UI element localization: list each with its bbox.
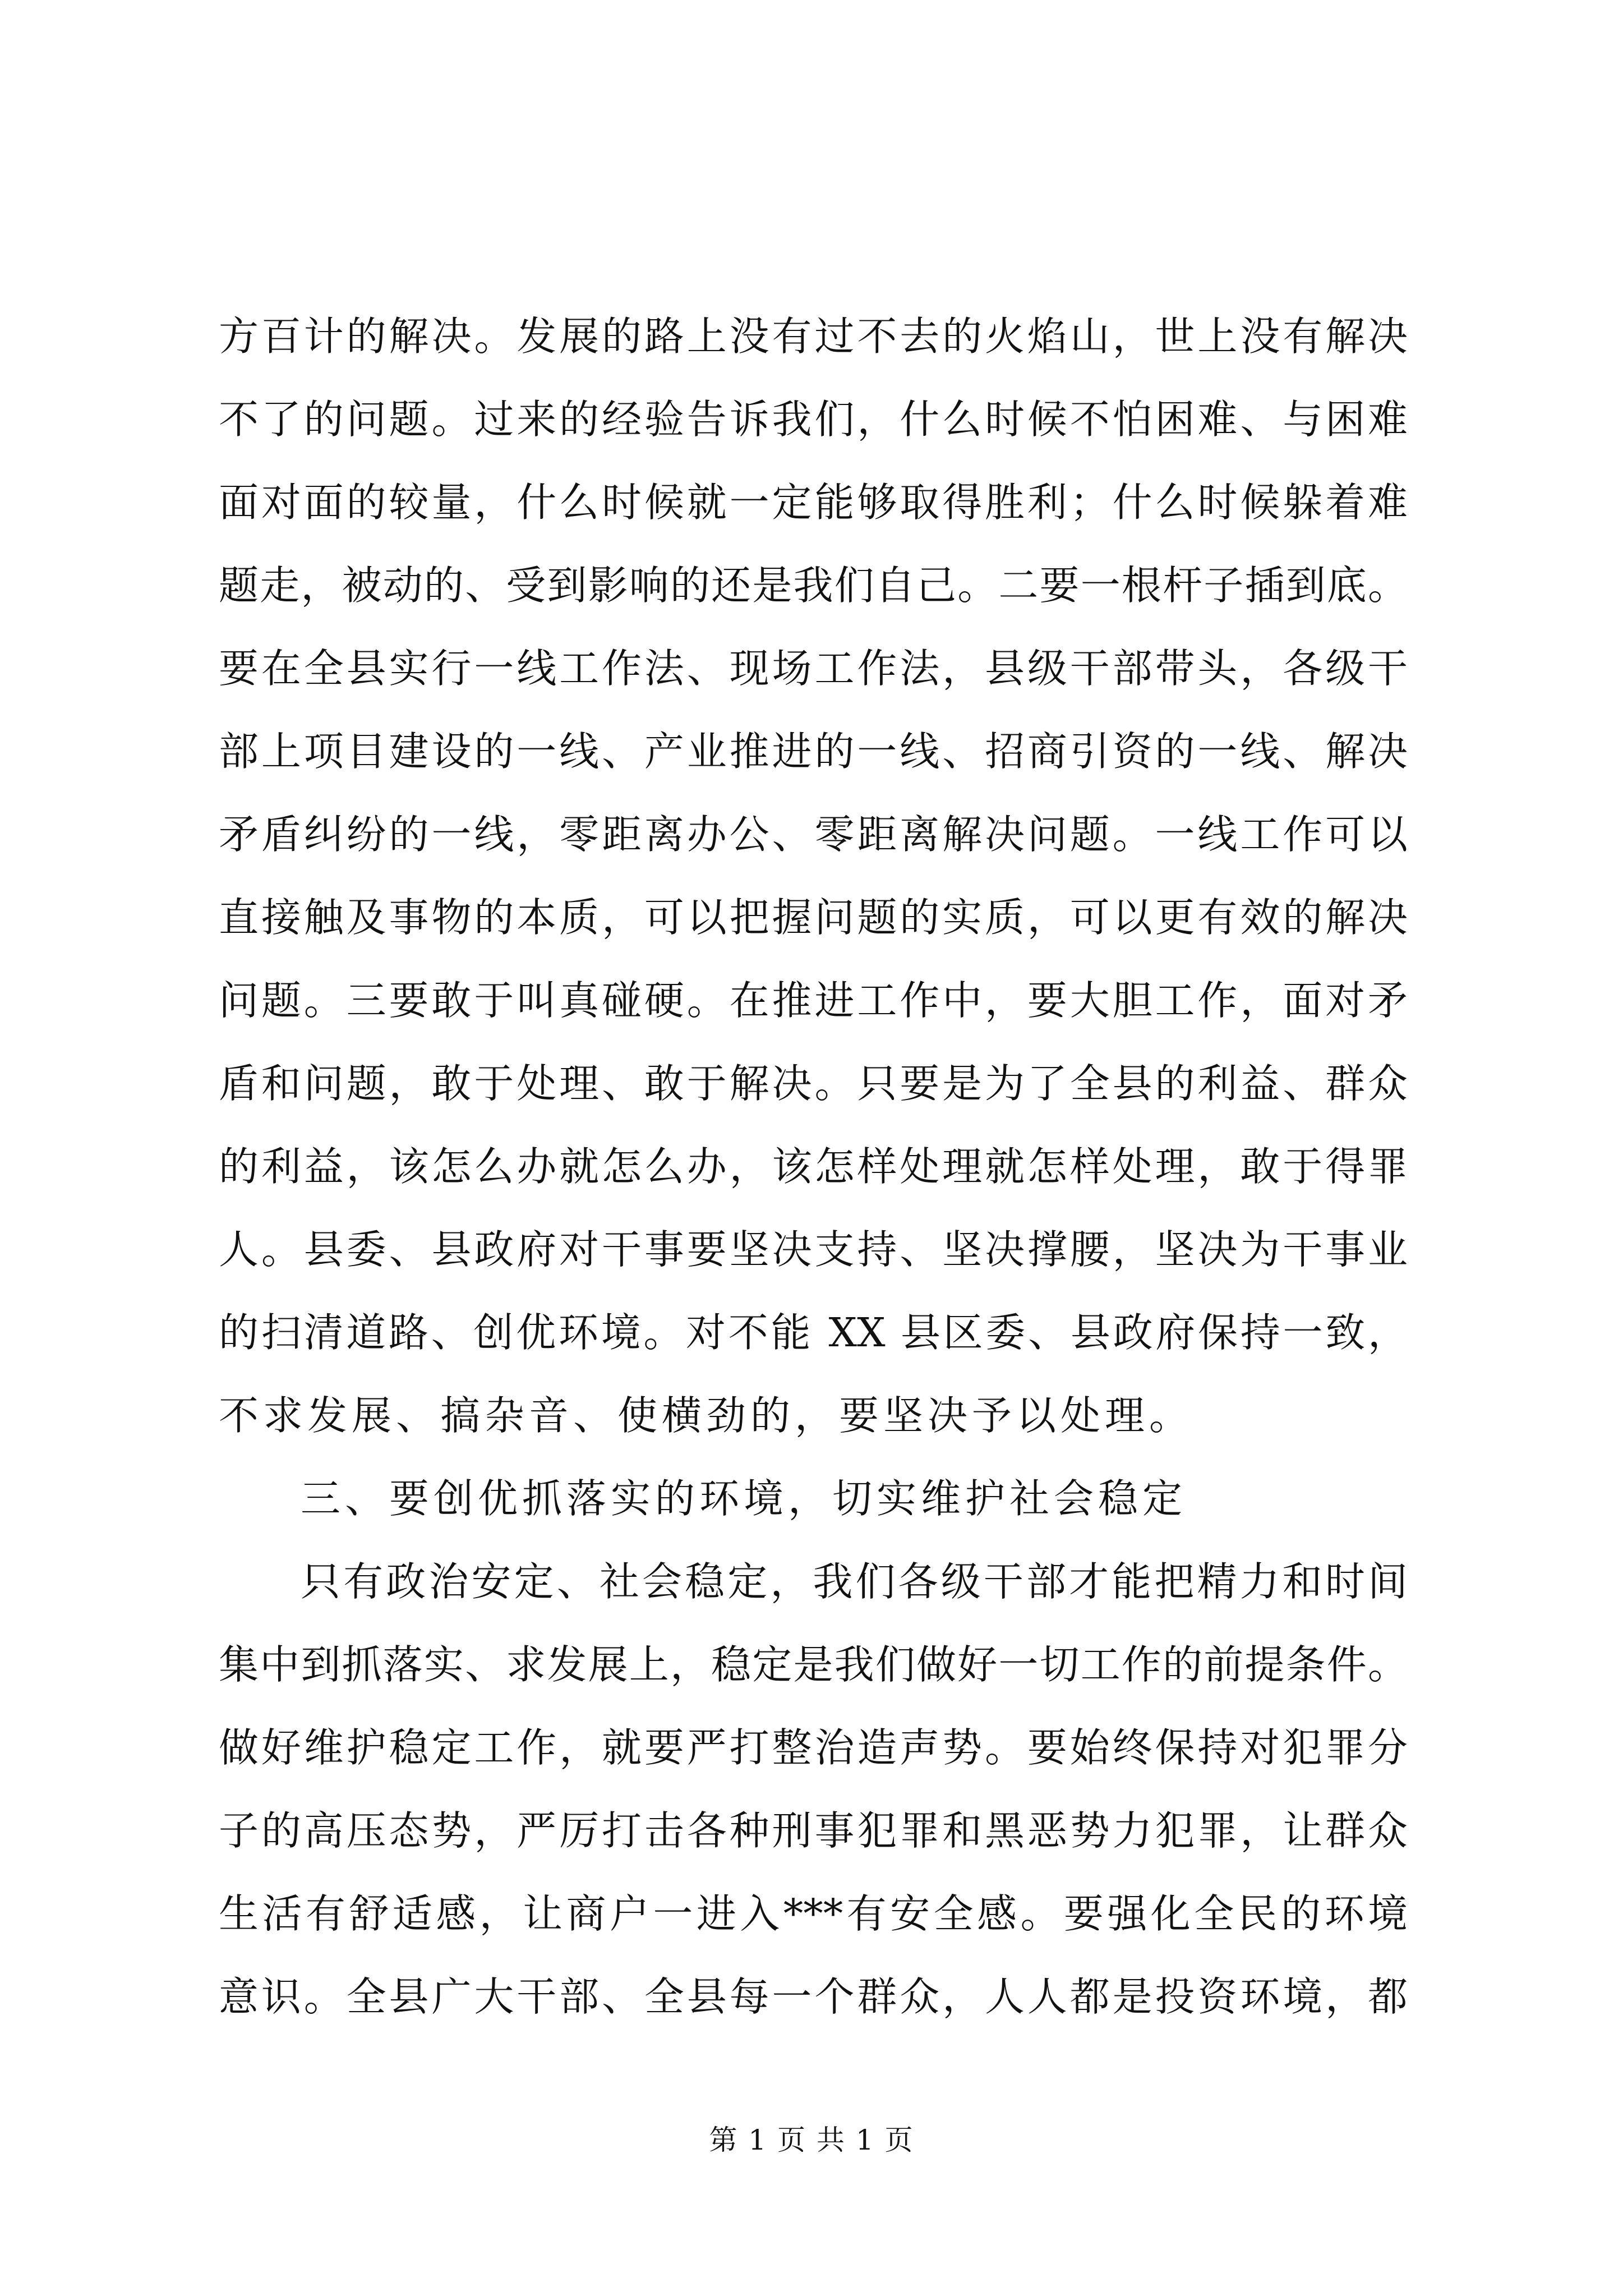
text-line: 的扫清道路、创优环境。对不能 XX 县区委、县政府保持一致，: [219, 1309, 1408, 1356]
page-number-footer: 第 1 页 共 1 页: [709, 2124, 914, 2156]
paragraph-first-line: 只有政治安定、社会稳定，我们各级干部才能把精力和时间: [301, 1558, 1408, 1605]
text-line: 不求发展、搞杂音、使横劲的，要坚决予以处理。: [219, 1392, 1194, 1439]
text-line: 做好维护稳定工作，就要严打整治造声势。要始终保持对犯罪分: [219, 1724, 1408, 1771]
text-line: 题走，被动的、受到影响的还是我们自己。二要一根杆子插到底。: [219, 562, 1408, 609]
text-line: 直接触及事物的本质，可以把握问题的实质，可以更有效的解决: [219, 894, 1408, 941]
text-line: 方百计的解决。发展的路上没有过不去的火焰山，世上没有解决: [219, 313, 1408, 360]
text-line: 面对面的较量，什么时候就一定能够取得胜利；什么时候躲着难: [219, 479, 1408, 526]
text-line: 意识。全县广大干部、全县每一个群众，人人都是投资环境，都: [219, 1973, 1408, 2020]
text-line: 集中到抓落实、求发展上，稳定是我们做好一切工作的前提条件。: [219, 1641, 1408, 1688]
text-line: 部上项目建设的一线、产业推进的一线、招商引资的一线、解决: [219, 728, 1408, 775]
text-line: 盾和问题，敢于处理、敢于解决。只要是为了全县的利益、群众: [219, 1060, 1408, 1107]
text-line: 的利益，该怎么办就怎么办，该怎样处理就怎样处理，敢于得罪: [219, 1143, 1408, 1190]
text-line: 问题。三要敢于叫真碰硬。在推进工作中，要大胆工作，面对矛: [219, 977, 1408, 1024]
section-heading: 三、要创优抓落实的环境，切实维护社会稳定: [301, 1475, 1187, 1522]
text-line: 矛盾纠纷的一线，零距离办公、零距离解决问题。一线工作可以: [219, 811, 1408, 858]
text-line: 人。县委、县政府对干事要坚决支持、坚决撑腰，坚决为干事业: [219, 1226, 1408, 1273]
text-line: 要在全县实行一线工作法、现场工作法，县级干部带头，各级干: [219, 645, 1408, 692]
text-line: 不了的问题。过来的经验告诉我们，什么时候不怕困难、与困难: [219, 396, 1408, 443]
text-line: 生活有舒适感，让商户一进入***有安全感。要强化全民的环境: [219, 1890, 1408, 1937]
text-line: 子的高压态势，严厉打击各种刑事犯罪和黑恶势力犯罪，让群众: [219, 1807, 1408, 1854]
